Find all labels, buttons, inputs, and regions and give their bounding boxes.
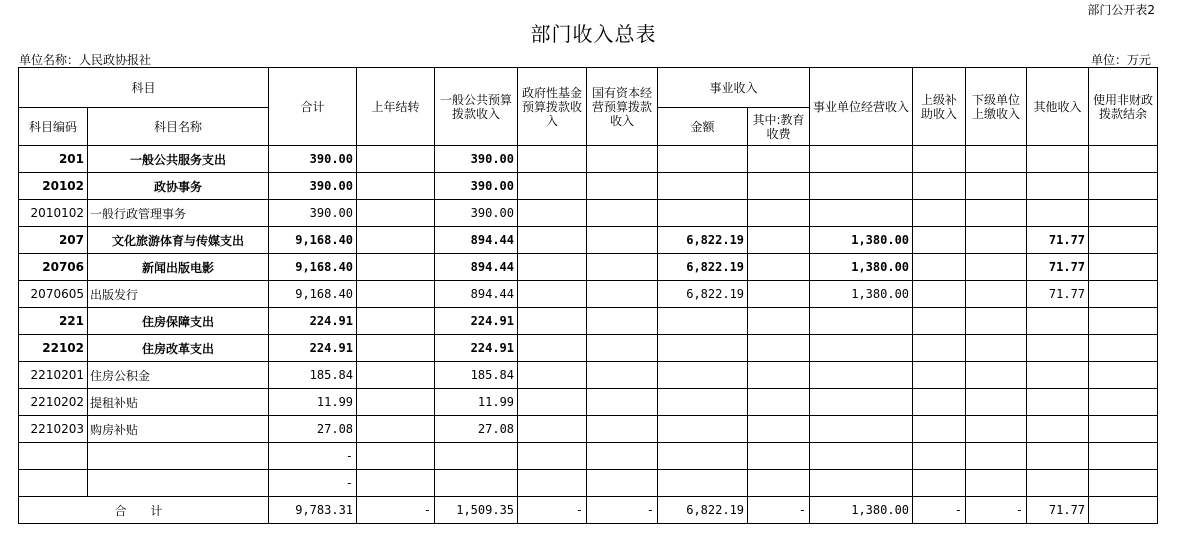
- cell-edu: [748, 389, 810, 416]
- cell-non-fiscal: [1089, 200, 1158, 227]
- cell-superior: [913, 227, 966, 254]
- header-subject: 科目: [19, 68, 269, 108]
- income-summary-table: [18, 67, 1158, 524]
- header-code: 科目编码: [19, 108, 88, 146]
- cell-total: 224.91: [269, 308, 357, 335]
- cell-total: 27.08: [269, 416, 357, 443]
- cell-superior: [913, 254, 966, 281]
- cell-superior: [913, 308, 966, 335]
- cell-name: 政协事务: [88, 173, 269, 200]
- table-row: [19, 362, 1158, 389]
- cell-code: 207: [19, 227, 88, 254]
- cell-non-fiscal: [1089, 470, 1158, 497]
- cell-subordinate: [966, 470, 1027, 497]
- cell-gov-fund: [518, 362, 587, 389]
- cell-code: 20706: [19, 254, 88, 281]
- cell-general: 11.99: [435, 389, 518, 416]
- cell-ops: [810, 470, 913, 497]
- cell-other: [1027, 200, 1089, 227]
- cell-name: 出版发行: [88, 281, 269, 308]
- cell-total: 390.00: [269, 173, 357, 200]
- cell-other: [1027, 362, 1089, 389]
- cell-gov-fund: [518, 416, 587, 443]
- cell-total: 11.99: [269, 389, 357, 416]
- cell-edu: [748, 335, 810, 362]
- cell-last-year: [357, 335, 435, 362]
- cell-total: 9,168.40: [269, 227, 357, 254]
- cell-edu: [748, 443, 810, 470]
- cell-amount: [658, 362, 748, 389]
- cell-state: [587, 362, 658, 389]
- cell-subordinate: [966, 281, 1027, 308]
- cell-other: [1027, 389, 1089, 416]
- cell-subordinate: [966, 416, 1027, 443]
- cell-superior: [913, 362, 966, 389]
- cell-state: [587, 335, 658, 362]
- totals-superior: -: [913, 497, 966, 524]
- cell-general: 224.91: [435, 335, 518, 362]
- totals-other: 71.77: [1027, 497, 1089, 524]
- cell-ops: 1,380.00: [810, 281, 913, 308]
- cell-gov-fund: [518, 335, 587, 362]
- page-title: 部门收入总表: [530, 22, 657, 46]
- cell-code: 2210203: [19, 416, 88, 443]
- header-total: 合计: [269, 68, 357, 146]
- cell-general: 894.44: [435, 227, 518, 254]
- cell-name: 住房保障支出: [88, 308, 269, 335]
- cell-state: [587, 308, 658, 335]
- totals-state: -: [587, 497, 658, 524]
- form-number: 部门公开表2: [1087, 3, 1155, 17]
- table-row: [19, 254, 1158, 281]
- cell-ops: [810, 308, 913, 335]
- cell-amount: [658, 200, 748, 227]
- cell-general: [435, 443, 518, 470]
- cell-amount: [658, 146, 748, 173]
- table-row: [19, 308, 1158, 335]
- header-gov-fund: 政府性基金预算拨款收入: [518, 68, 587, 146]
- cell-edu: [748, 200, 810, 227]
- cell-edu: [748, 254, 810, 281]
- cell-superior: [913, 335, 966, 362]
- cell-name: 文化旅游体育与传媒支出: [88, 227, 269, 254]
- table-row: [19, 281, 1158, 308]
- cell-subordinate: [966, 173, 1027, 200]
- cell-non-fiscal: [1089, 335, 1158, 362]
- header-superior-subsidy: 上级补助收入: [913, 68, 966, 146]
- cell-edu: [748, 362, 810, 389]
- header-state-capital: 国有资本经营预算拨款收入: [587, 68, 658, 146]
- cell-gov-fund: [518, 146, 587, 173]
- cell-general: [435, 470, 518, 497]
- cell-code: 20102: [19, 173, 88, 200]
- cell-name: 提租补贴: [88, 389, 269, 416]
- cell-ops: [810, 443, 913, 470]
- cell-total: 185.84: [269, 362, 357, 389]
- cell-general: 27.08: [435, 416, 518, 443]
- cell-general: 894.44: [435, 281, 518, 308]
- cell-edu: [748, 416, 810, 443]
- cell-other: 71.77: [1027, 227, 1089, 254]
- cell-state: [587, 173, 658, 200]
- cell-general: 390.00: [435, 146, 518, 173]
- cell-subordinate: [966, 443, 1027, 470]
- cell-amount: [658, 308, 748, 335]
- cell-amount: [658, 173, 748, 200]
- cell-last-year: [357, 281, 435, 308]
- cell-code: 221: [19, 308, 88, 335]
- cell-non-fiscal: [1089, 389, 1158, 416]
- cell-last-year: [357, 443, 435, 470]
- cell-edu: [748, 173, 810, 200]
- cell-code: 2210202: [19, 389, 88, 416]
- totals-non-fiscal: [1089, 497, 1158, 524]
- cell-name: 住房公积金: [88, 362, 269, 389]
- cell-general: 894.44: [435, 254, 518, 281]
- cell-superior: [913, 200, 966, 227]
- cell-gov-fund: [518, 308, 587, 335]
- cell-non-fiscal: [1089, 362, 1158, 389]
- currency-unit-label: 单位：万元: [1090, 53, 1151, 67]
- cell-other: 71.77: [1027, 254, 1089, 281]
- cell-other: [1027, 335, 1089, 362]
- cell-superior: [913, 416, 966, 443]
- cell-subordinate: [966, 146, 1027, 173]
- cell-name: [88, 443, 269, 470]
- cell-state: [587, 470, 658, 497]
- cell-other: [1027, 416, 1089, 443]
- cell-non-fiscal: [1089, 443, 1158, 470]
- cell-ops: [810, 200, 913, 227]
- totals-label: 合 计: [19, 497, 269, 524]
- cell-edu: [748, 308, 810, 335]
- cell-last-year: [357, 227, 435, 254]
- cell-amount: [658, 335, 748, 362]
- cell-amount: [658, 389, 748, 416]
- cell-total: 390.00: [269, 146, 357, 173]
- cell-name: [88, 470, 269, 497]
- cell-gov-fund: [518, 389, 587, 416]
- totals-gov-fund: -: [518, 497, 587, 524]
- cell-amount: 6,822.19: [658, 227, 748, 254]
- cell-other: [1027, 146, 1089, 173]
- cell-gov-fund: [518, 173, 587, 200]
- cell-other: [1027, 470, 1089, 497]
- cell-edu: [748, 146, 810, 173]
- cell-name: 一般公共服务支出: [88, 146, 269, 173]
- cell-total: 9,168.40: [269, 281, 357, 308]
- totals-general: 1,509.35: [435, 497, 518, 524]
- cell-gov-fund: [518, 254, 587, 281]
- cell-name: 住房改革支出: [88, 335, 269, 362]
- cell-code: 201: [19, 146, 88, 173]
- cell-amount: [658, 443, 748, 470]
- table-row: [19, 146, 1158, 173]
- cell-name: 一般行政管理事务: [88, 200, 269, 227]
- cell-state: [587, 389, 658, 416]
- cell-total: -: [269, 470, 357, 497]
- cell-state: [587, 254, 658, 281]
- cell-gov-fund: [518, 227, 587, 254]
- table-row: [19, 443, 1158, 470]
- cell-total: -: [269, 443, 357, 470]
- cell-ops: 1,380.00: [810, 227, 913, 254]
- cell-code: [19, 443, 88, 470]
- cell-code: [19, 470, 88, 497]
- cell-code: 2210201: [19, 362, 88, 389]
- cell-gov-fund: [518, 443, 587, 470]
- totals-subordinate: -: [966, 497, 1027, 524]
- cell-code: 2010102: [19, 200, 88, 227]
- cell-subordinate: [966, 227, 1027, 254]
- header-amount: 金额: [658, 108, 748, 146]
- header-business-ops: 事业单位经营收入: [810, 68, 913, 146]
- cell-total: 9,168.40: [269, 254, 357, 281]
- cell-subordinate: [966, 362, 1027, 389]
- table-row: [19, 389, 1158, 416]
- cell-superior: [913, 389, 966, 416]
- cell-amount: [658, 470, 748, 497]
- table-row: [19, 200, 1158, 227]
- cell-gov-fund: [518, 200, 587, 227]
- table-row: [19, 416, 1158, 443]
- cell-general: 390.00: [435, 200, 518, 227]
- cell-ops: [810, 362, 913, 389]
- header-general-budget: 一般公共预算拨款收入: [435, 68, 518, 146]
- cell-other: [1027, 308, 1089, 335]
- cell-edu: [748, 227, 810, 254]
- cell-amount: 6,822.19: [658, 281, 748, 308]
- table-row: [19, 173, 1158, 200]
- cell-subordinate: [966, 200, 1027, 227]
- table-row: [19, 227, 1158, 254]
- table-row: [19, 470, 1158, 497]
- cell-gov-fund: [518, 281, 587, 308]
- cell-state: [587, 281, 658, 308]
- cell-non-fiscal: [1089, 146, 1158, 173]
- cell-general: 390.00: [435, 173, 518, 200]
- cell-other: [1027, 443, 1089, 470]
- cell-last-year: [357, 362, 435, 389]
- cell-last-year: [357, 416, 435, 443]
- cell-other: 71.77: [1027, 281, 1089, 308]
- cell-last-year: [357, 308, 435, 335]
- header-other: 其他收入: [1027, 68, 1089, 146]
- cell-amount: 6,822.19: [658, 254, 748, 281]
- cell-last-year: [357, 146, 435, 173]
- cell-subordinate: [966, 389, 1027, 416]
- totals-edu: -: [748, 497, 810, 524]
- cell-ops: 1,380.00: [810, 254, 913, 281]
- cell-last-year: [357, 173, 435, 200]
- header-subordinate: 下级单位上缴收入: [966, 68, 1027, 146]
- cell-general: 185.84: [435, 362, 518, 389]
- header-education-fee: 其中:教育收费: [748, 108, 810, 146]
- header-business-income: 事业收入: [658, 68, 810, 108]
- cell-ops: [810, 146, 913, 173]
- cell-last-year: [357, 254, 435, 281]
- cell-last-year: [357, 389, 435, 416]
- cell-superior: [913, 281, 966, 308]
- cell-superior: [913, 173, 966, 200]
- totals-last-year: -: [357, 497, 435, 524]
- cell-subordinate: [966, 308, 1027, 335]
- cell-other: [1027, 173, 1089, 200]
- cell-non-fiscal: [1089, 416, 1158, 443]
- unit-name-label: 单位名称：人民政协报社: [19, 53, 152, 67]
- cell-non-fiscal: [1089, 254, 1158, 281]
- cell-edu: [748, 281, 810, 308]
- totals-amount: 6,822.19: [658, 497, 748, 524]
- cell-subordinate: [966, 254, 1027, 281]
- cell-superior: [913, 146, 966, 173]
- cell-non-fiscal: [1089, 308, 1158, 335]
- cell-state: [587, 200, 658, 227]
- totals-ops: 1,380.00: [810, 497, 913, 524]
- cell-edu: [748, 470, 810, 497]
- totals-total: 9,783.31: [269, 497, 357, 524]
- cell-name: 新闻出版电影: [88, 254, 269, 281]
- cell-non-fiscal: [1089, 173, 1158, 200]
- cell-amount: [658, 416, 748, 443]
- cell-superior: [913, 470, 966, 497]
- cell-ops: [810, 335, 913, 362]
- cell-state: [587, 416, 658, 443]
- cell-superior: [913, 443, 966, 470]
- header-last-year: 上年结转: [357, 68, 435, 146]
- cell-last-year: [357, 200, 435, 227]
- cell-ops: [810, 173, 913, 200]
- table-row: [19, 335, 1158, 362]
- cell-subordinate: [966, 335, 1027, 362]
- cell-ops: [810, 389, 913, 416]
- header-name: 科目名称: [88, 108, 269, 146]
- cell-total: 224.91: [269, 335, 357, 362]
- cell-state: [587, 146, 658, 173]
- cell-general: 224.91: [435, 308, 518, 335]
- cell-total: 390.00: [269, 200, 357, 227]
- cell-state: [587, 227, 658, 254]
- cell-non-fiscal: [1089, 227, 1158, 254]
- cell-code: 22102: [19, 335, 88, 362]
- cell-ops: [810, 416, 913, 443]
- cell-non-fiscal: [1089, 281, 1158, 308]
- cell-last-year: [357, 470, 435, 497]
- cell-code: 2070605: [19, 281, 88, 308]
- cell-state: [587, 443, 658, 470]
- cell-gov-fund: [518, 470, 587, 497]
- header-non-fiscal: 使用非财政拨款结余: [1089, 68, 1158, 146]
- cell-name: 购房补贴: [88, 416, 269, 443]
- totals-row: [19, 497, 1158, 524]
